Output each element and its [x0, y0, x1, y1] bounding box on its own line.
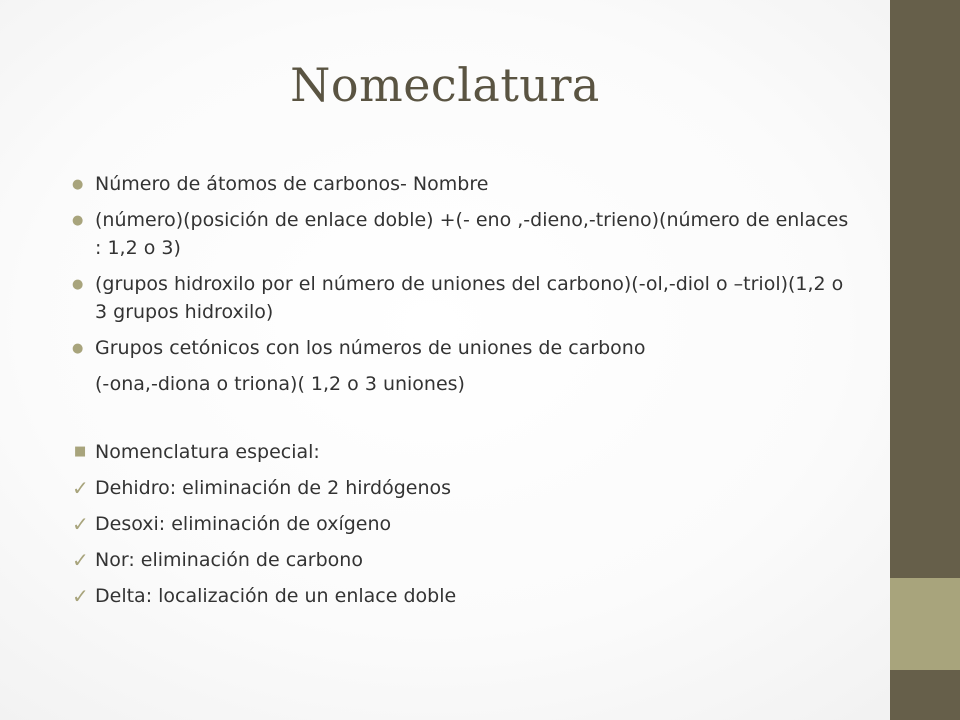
special-heading — [72, 438, 852, 466]
special-item — [72, 474, 852, 502]
checkmark-icon: ✓ — [72, 548, 89, 572]
bullet-text: (grupos hidroxilo por el número de uniones del carbono)(-ol,-diol o –triol)(1,2 o 3 grupos hidroxilo) — [95, 273, 844, 323]
checkmark-icon: ✓ — [72, 512, 89, 536]
bullet-item — [72, 334, 852, 362]
bullet-text: Número de átomos de carbonos- Nombre — [95, 173, 489, 195]
bullet-item — [72, 206, 852, 262]
bullet-text: (número)(posición de enlace doble) +(- eno ,-dieno,-trieno)(número de enlaces : 1,2 o 3) — [95, 209, 849, 259]
slide-title: Nomeclatura — [290, 58, 600, 112]
bullet-text: Grupos cetónicos con los números de uniones de carbono — [95, 337, 646, 359]
special-item-text: Delta: localización de un enlace doble — [95, 585, 457, 607]
special-item — [72, 510, 852, 538]
slide-body — [72, 170, 852, 618]
bullet-item — [72, 270, 852, 326]
special-heading-text: Nomenclatura especial: — [95, 441, 320, 463]
checkmark-icon: ✓ — [72, 476, 89, 500]
side-accent-block — [890, 578, 960, 670]
special-item-text: Dehidro: eliminación de 2 hirdógenos — [95, 477, 452, 499]
square-bullet-icon: ■ — [74, 444, 87, 459]
special-item-text: Nor: eliminación de carbono — [95, 549, 363, 571]
bullet-dot-icon: ● — [72, 341, 84, 356]
special-item — [72, 582, 852, 610]
spacer — [72, 406, 852, 438]
bullet-item — [72, 170, 852, 198]
bullet-dot-icon: ● — [72, 213, 84, 228]
bullet-dot-icon: ● — [72, 177, 84, 192]
checkmark-icon: ✓ — [72, 584, 89, 608]
bullet-dot-icon: ● — [72, 277, 84, 292]
special-item-text: Desoxi: eliminación de oxígeno — [95, 513, 392, 535]
bullet-continuation: (-ona,-diona o triona)( 1,2 o 3 uniones) — [95, 373, 465, 395]
special-item — [72, 546, 852, 574]
